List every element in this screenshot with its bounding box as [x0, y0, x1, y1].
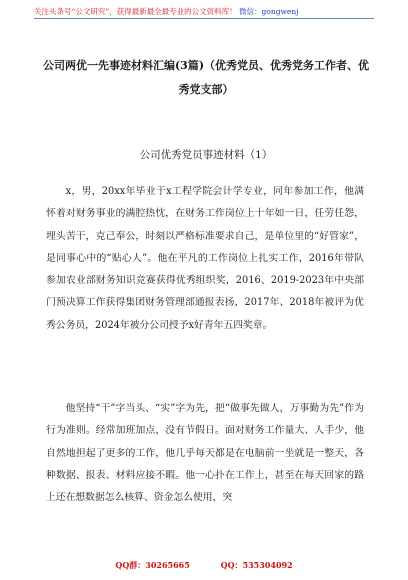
section-title: 公司优秀党员事迹材料（1） — [139, 149, 273, 161]
banner-wechat-text: 微信：gongwenj — [239, 7, 299, 16]
footer-contacts — [0, 558, 408, 572]
footer-qq: QQ：535304092 — [220, 560, 293, 570]
footer-qq-group: QQ群：30265665 — [115, 560, 190, 570]
banner-promo-text: 关注头条号“公文研究”，获得最新最全最专业的公文资料库！ — [34, 7, 237, 16]
header-banner — [34, 6, 374, 19]
paragraph-2: 他坚持“干”字当头、“实”字为先，把“做事先做人，万事勤为先”作为行为准则。经常加班加点，没有节假日。面对财务工作量大、人手少，他自然地担起了更多的工作，他几乎每天都是在电脑前一坐就是一整天，各种数据、报表、材料应接不暇。他一心扑在工作上，甚至在每天回家的路上还在想数据怎么核算、资金怎么使用，突 — [46, 403, 364, 504]
paragraph-1: x，男，20xx年毕业于x工程学院会计学专业，同年参加工作，他满怀着对财务事业的满腔热忱，在财务工作岗位上十年如一日，任劳任怨，埋头苦干，克己奉公，时刻以严格标准要求自己，是单位里的“好管家”，是同事心中的“贴心人”。他在平凡的工作岗位上扎实工作，2016年带队参加农业部财务知识竞赛获得优秀组织奖，2016、2019-2023年中央部门预决算工作获得集团财务管理部通报表扬，2017年、2018年被评为优秀公务员，2024年被分公司授予x好青年五四奖章。 — [46, 186, 364, 331]
document-title: 公司两优一先事迹材料汇编(3篇)（优秀党员、优秀党务工作者、优秀党支部） — [42, 59, 370, 96]
